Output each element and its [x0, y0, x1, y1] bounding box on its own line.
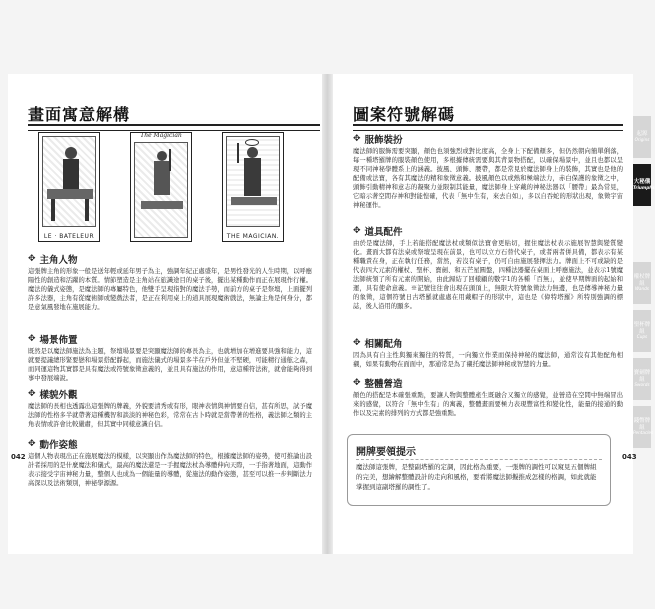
- clover-icon: ✥: [28, 254, 36, 264]
- section-heading-text: 場景佈置: [39, 335, 78, 346]
- section-body: 這張牌主角的形象一般是送年輕或延年男子為主，強調年紀正處盛年，是男性發光的人生時期，以呼應陽性的創造和活躍的本質。情節塑造是主角站在旅識途目的桌子後，擺出某種動作而正在展現作行權。魔法的儀式姿態，是魔法師的專屬特色，他雙手呈現指對的魔法手勢，而前方的桌子是祭壇，上面擺列許多法器，主角有從魔術師或變戲法者，是正在利用桌上的道具展現魔術戲法，無論主角是何身分，都是意氣風發地在施展能力。: [28, 268, 312, 311]
- section-body: 顏色的搭配是本確張重點，要讓人物與整體產生既融合又獨立的感覺，並營造在空間中無端冒出來的感覺，以符合「無中生有」的寓義，整體畫面要極力表現豐富性和變化性，能量的接通的動作以及完素的排列的方式都是強重點。: [353, 392, 623, 417]
- section-heading: [353, 224, 623, 238]
- hint-body: 魔法師這張牌，是整副塔羅的定調，因此格為重要，一張牌的調性可以窺見五個牌組的完美，想繪解整體設計的走向和風格，要看將魔法師擬推成怎樣的格調，如此就能掌握到這副塔羅的調性了。: [356, 463, 597, 491]
- card-top-label: The Magician: [140, 132, 182, 139]
- section-body: 魔法師的服飾需要突顯，顏色也須強烈或對比度高，全身上下配備顏多，但仍然朝向簡單俐落，每一種塔羅牌的服裝顏色使用，多根據傳統需要與其背景物搭配，以確保場景中，並且也都以呈現不同神秘學體系上的涵義。披風、頭飾、腰帶，都是常見於魔法師身上的裝飾，其實也是他的配備或法寶，各有其魔法的精和象徵意義。披風顏色以或熱和極端法力，赤白保護的象徵之中，頭飾引動精神和意志的凝聚力並限制其能量，魔法師身上穿戴的神秘法器以「腰帶」最為常見，它暗示著空間存神和對能惶確，代表「無中生有，來去自如」，多以自吞蛇的形狀出現，象徵宇宙神秘運作。: [353, 148, 623, 209]
- section-heading: [353, 336, 623, 350]
- side-tab-pentacles[interactable]: [633, 406, 654, 448]
- section-heading: [28, 387, 312, 401]
- section-scene-setting: [28, 332, 312, 384]
- tab-label: 大秘儀: [633, 179, 651, 186]
- hint-box: [347, 434, 611, 506]
- hint-title: 開牌要領提示: [356, 447, 416, 458]
- tab-label-en: Pentacles: [633, 429, 654, 435]
- clover-icon: ✥: [353, 378, 361, 388]
- section-heading-text: 道具配件: [364, 227, 403, 238]
- tab-label: 錢幣牌組: [633, 418, 651, 431]
- section-heading: [353, 376, 623, 390]
- side-tab-wands[interactable]: [633, 262, 651, 304]
- clover-icon: ✥: [28, 439, 36, 449]
- hint-divider: [356, 459, 602, 460]
- tarot-card-the-magician: [222, 132, 284, 242]
- section-body: 既然是以魔法師施法為主題，祭壇場景要是突顯魔法師的專長為主，也就增加在增進要具強和能力，這就要提議總形緊要戀和場景搭配靜起，而施法儀式的場景多半在戶外但並不堅硬，可能精行通舷之森，而同運這物其實都是具有魔法或符號象徵意義的，並且具有施法的作用，意這種符法術，就會能夠得到事中發展端說。: [28, 348, 312, 382]
- section-body: 這個人物表現出正在施展魔法的模樣，以突顯出作為魔法師的特色，根據魔法師的姿勢，使可推論出設計者採用的是什麼魔法和儀式，最高的魔法還是一手握魔法杖為導體伸向天際，一手指著地面，這動作表示接受宇宙神秘力量，整個人也成為一個能量的導體，從施法的動作姿態，甚至可以推一步判斷法力高深以及法術類別，神祕學源源。: [28, 453, 312, 487]
- clover-icon: ✥: [28, 389, 36, 399]
- title-rule: [28, 124, 320, 131]
- side-tab-swords[interactable]: [633, 358, 651, 400]
- tarot-card-le-bateleur: [38, 132, 100, 242]
- side-tab-origins[interactable]: [633, 116, 651, 158]
- left-page-title: 畫面寓意解構: [28, 105, 131, 124]
- section-heading: [353, 132, 623, 146]
- tab-label: 權杖牌組: [633, 274, 651, 287]
- tab-label: 起源: [636, 131, 648, 138]
- page-number: 043: [622, 453, 637, 461]
- page-number: 042: [11, 453, 26, 461]
- right-page: [333, 74, 637, 554]
- section-heading-text: 樣貌外觀: [39, 390, 78, 401]
- section-pose: [28, 437, 312, 489]
- clover-icon: ✥: [28, 334, 36, 344]
- title-rule: [353, 124, 623, 131]
- section-heading: [28, 252, 312, 266]
- side-tab-triumphs[interactable]: [633, 164, 655, 206]
- section-main-character: [28, 252, 312, 313]
- section-props: [353, 224, 623, 312]
- section-heading: [28, 437, 312, 451]
- section-costume: [353, 132, 623, 211]
- card-illustration: [42, 136, 96, 227]
- left-page: [8, 74, 322, 554]
- section-heading-text: 相關配角: [364, 339, 403, 350]
- right-page-title: 圖案符號解碼: [353, 105, 456, 124]
- section-heading-text: 整體營造: [364, 379, 403, 390]
- side-tab-cups[interactable]: [633, 310, 651, 352]
- clover-icon: ✥: [353, 226, 361, 236]
- tab-label-en: Origins: [634, 136, 650, 142]
- section-appearance: [28, 387, 312, 430]
- section-heading-text: 服飾裝扮: [364, 135, 403, 146]
- tab-label-en: Triumphs: [633, 184, 655, 190]
- book-gutter: [322, 74, 333, 554]
- section-body: 因為具有自主性與獨來獨往的特質，一向獨立作業而保持神秘的魔法師，通常沒有其他配角相襯，如果有動物在面面中，那通常是為了襯托魔法師神秘或智慧的力量。: [353, 352, 623, 368]
- tab-label-en: Swords: [634, 381, 650, 387]
- card-caption: LE · BATELEUR: [43, 233, 95, 240]
- tab-label-en: Cups: [636, 333, 648, 339]
- section-heading-text: 主角人物: [39, 255, 78, 266]
- card-illustration: [226, 136, 280, 227]
- tab-label: 寶劍牌組: [633, 370, 651, 383]
- section-heading-text: 動作姿態: [39, 440, 78, 451]
- clover-icon: ✥: [353, 338, 361, 348]
- section-overall: [353, 376, 623, 419]
- section-supporting-roles: [353, 336, 623, 370]
- clover-icon: ✥: [353, 134, 361, 144]
- tab-label: 聖杯牌組: [633, 322, 651, 335]
- tarot-card-the-magician-engraving: [130, 132, 192, 242]
- section-body: 魔法師的長相也透露出這張牌的牌義，外貌要清秀或有形，眼神表情與神情要自信，甚有所思，試予魔法師的性格多半就帶著這種機智和談淡的神秘色彩，常常在古卜時就是當帶著的性格，義法師之類的主角表情或許會比較嚴肅，但其實中同樣意識自信。: [28, 403, 312, 428]
- tab-label-en: Wands: [635, 285, 649, 291]
- section-body: 由於是魔法師，手上若能搭配魔法杖或類似法寶會更貼切，握住魔法杖表示施展智慧與變質變化。畫面大都有法桌或祭壇呈現在前景，也可以立方石替代桌子，或者兩者併具備，都表示有某種職責在身，正在執行任務，當然，若沒有桌子，仍可自由施展發揮法力。牌面上不可或缺的是代表四大元素的權杖、聖杯、寶劍、和五芒星圓盤，四種法器擺在桌面上呼應施法，並表示1號魔法師統領了所有元素的開始，由此歸結了回樣顧的數字1的各種「百無」，並使早期牌面的起始和運，具有使命意義。※記號往往會出現在頭頂上，無限大符號象徵法力無邊，也是傳導神秘力量的象徵，這個符號日古塔羅就處處在用戴帽子的形狀中，這也是《偉特塔羅》所特別強調的標誌，後人沿用的顯多。: [353, 240, 623, 310]
- card-caption: THE MAGICIAN.: [226, 233, 280, 240]
- card-illustration: [134, 142, 188, 238]
- section-heading: [28, 332, 312, 346]
